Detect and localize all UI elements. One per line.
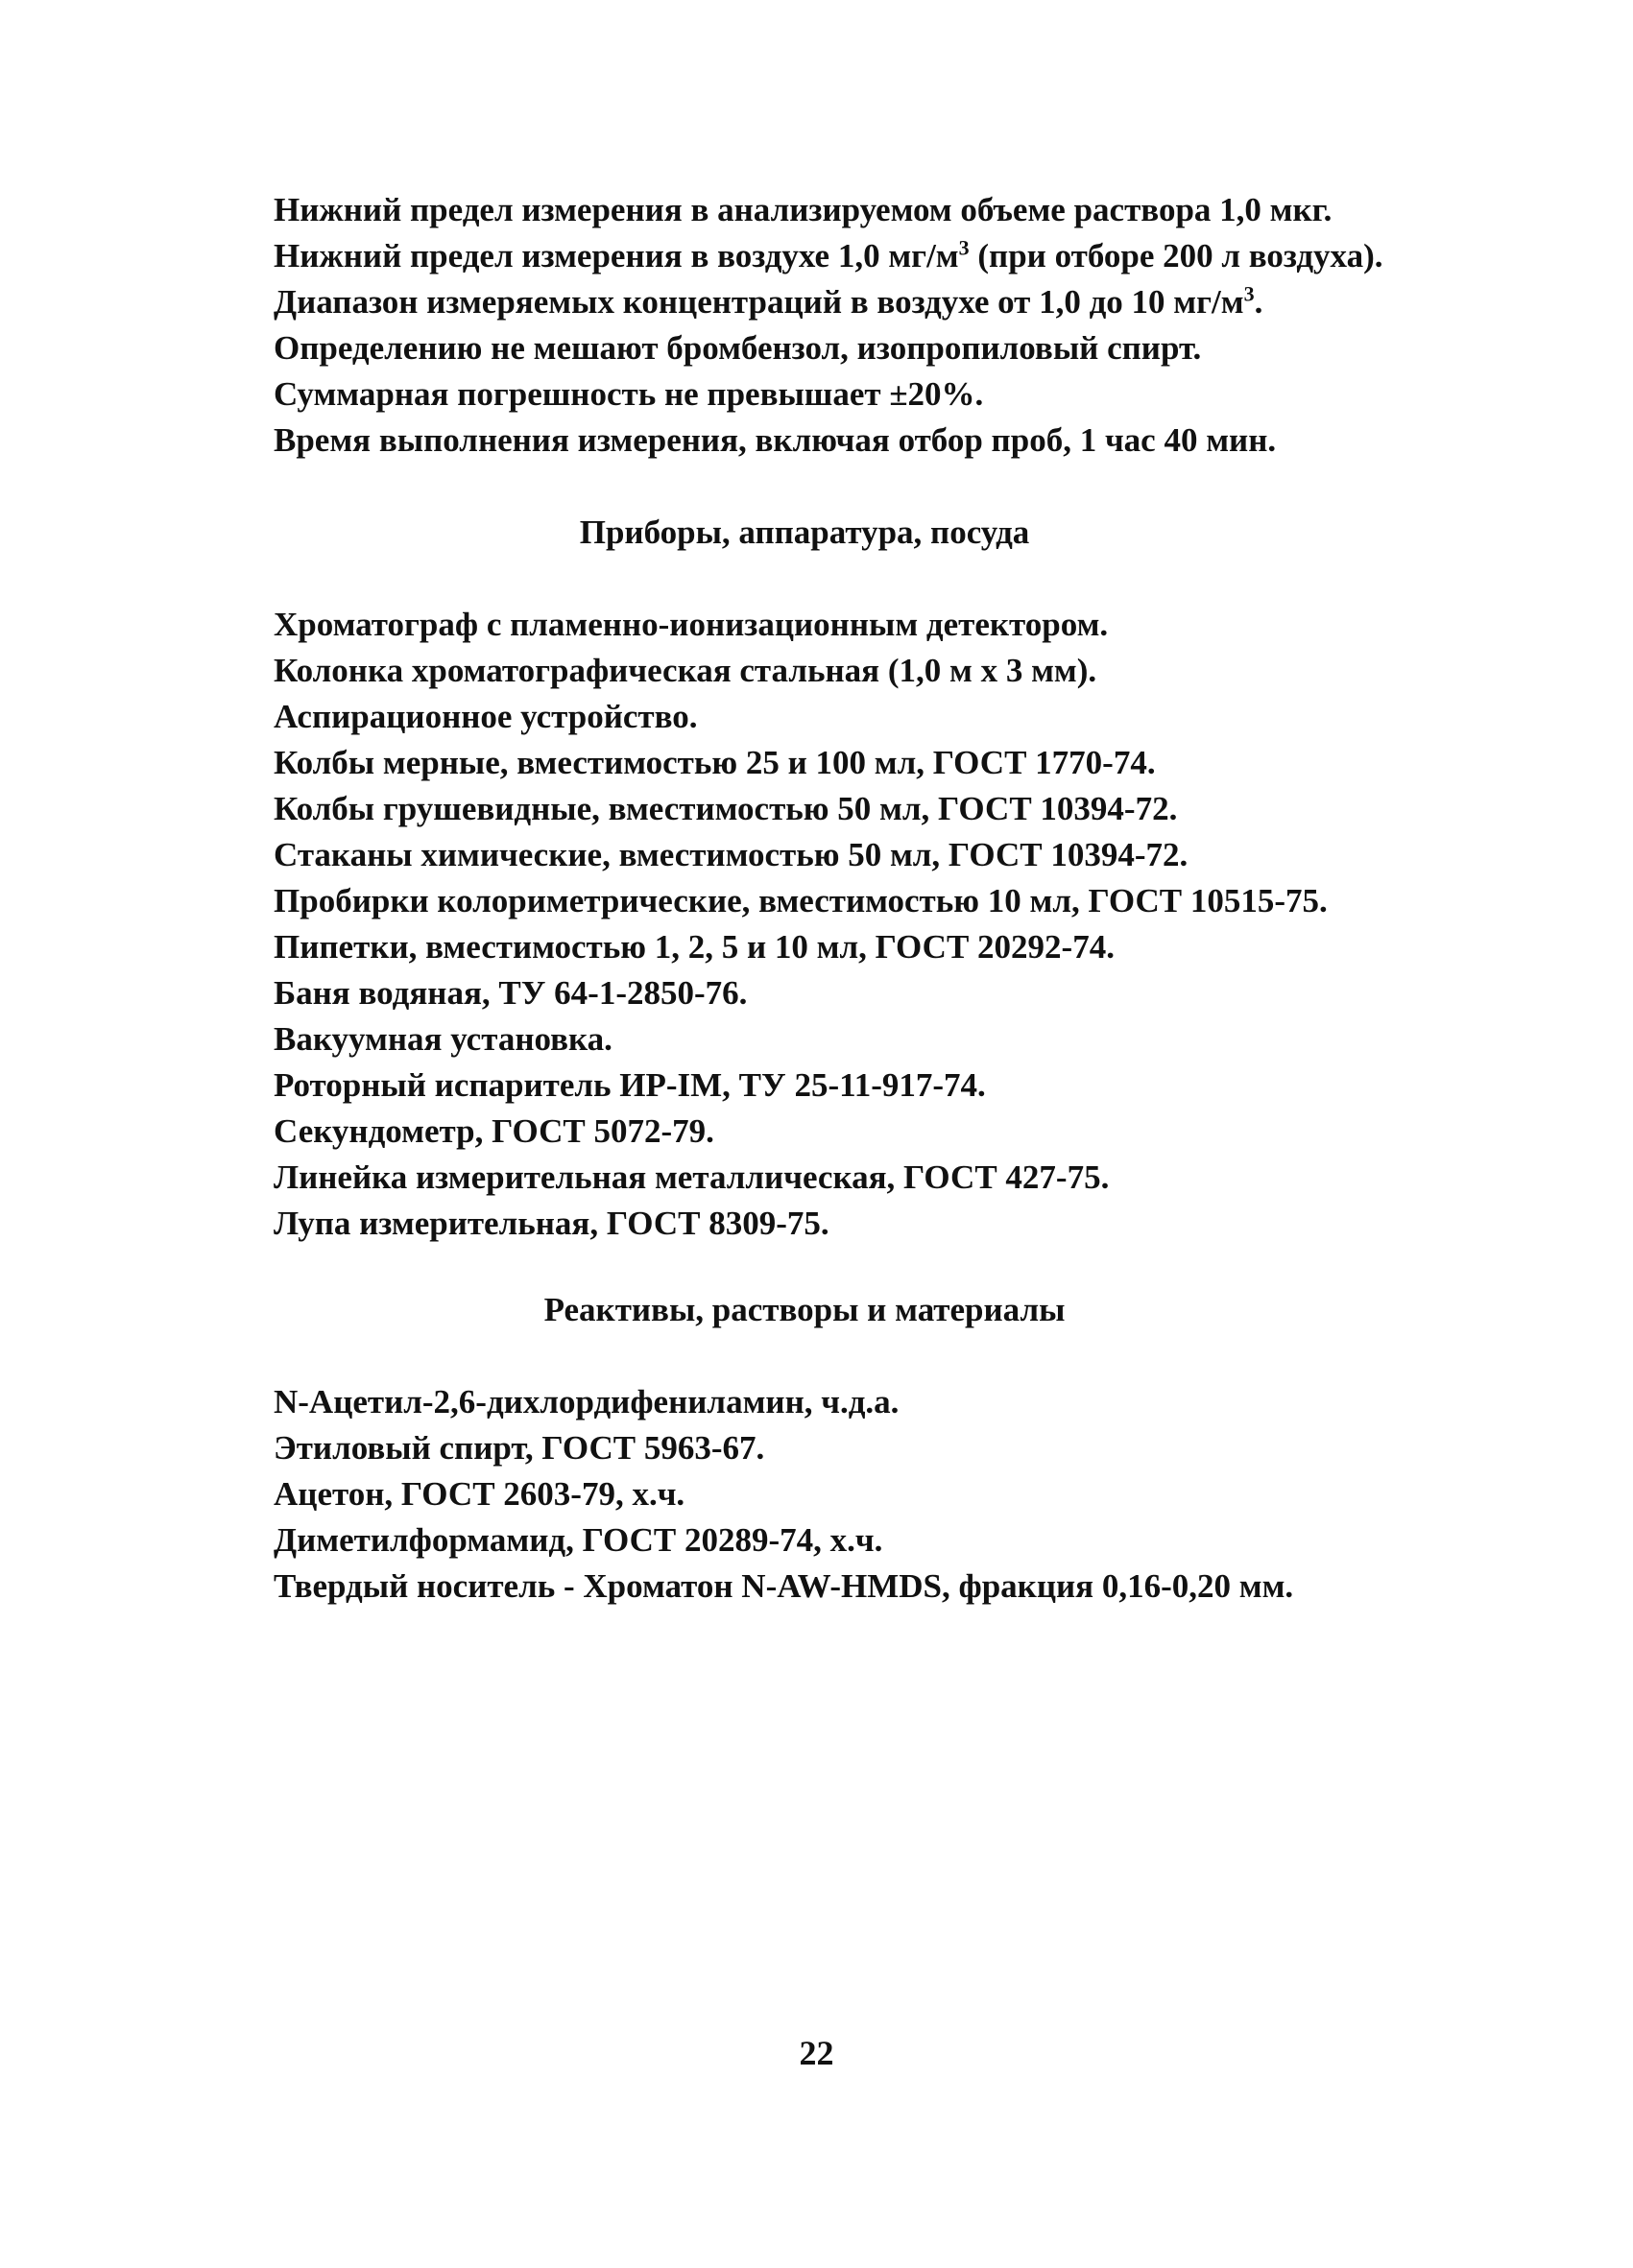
equipment-item: Лупа измерительная, ГОСТ 8309-75. xyxy=(274,1205,829,1242)
reagent-item: Диметилформамид, ГОСТ 20289-74, х.ч. xyxy=(274,1521,883,1559)
intro-p3-superscript: 3 xyxy=(1243,281,1255,306)
equipment-item: Линейка измерительная металлическая, ГОСТ 427-75. xyxy=(274,1158,1110,1196)
intro-p3-tail: . xyxy=(1254,283,1263,321)
document-page xyxy=(161,187,1448,1610)
equipment-item: Хроматограф с пламенно-ионизационным детектором. xyxy=(274,606,1109,643)
equipment-item: Колбы мерные, вместимостью 25 и 100 мл, ГОСТ 1770-74. xyxy=(274,744,1156,781)
intro-p2-tail: (при отборе 200 л воздуха). xyxy=(969,237,1383,275)
section-heading-equipment: Приборы, аппаратура, посуда xyxy=(579,513,1030,551)
section-heading-reagents: Реактивы, растворы и материалы xyxy=(543,1291,1066,1328)
intro-paragraph-error: Суммарная погрешность не превышает ±20%. xyxy=(274,375,984,413)
equipment-item: Аспирационное устройство. xyxy=(274,698,698,735)
equipment-item: Стаканы химические, вместимостью 50 мл, ГОСТ 10394-72. xyxy=(274,836,1189,873)
intro-paragraph-range xyxy=(161,279,1448,325)
reagent-item: Этиловый спирт, ГОСТ 5963-67. xyxy=(274,1429,765,1467)
equipment-item: Пипетки, вместимостью 1, 2, 5 и 10 мл, ГОСТ 20292-74. xyxy=(274,928,1115,966)
intro-p2-text: Нижний предел измерения в воздухе 1,0 мг/м xyxy=(274,237,959,275)
equipment-item: Колбы грушевидные, вместимостью 50 мл, ГОСТ 10394-72. xyxy=(274,790,1178,827)
equipment-item: Колонка хроматографическая стальная (1,0 м х 3 мм). xyxy=(274,652,1097,689)
equipment-item: Секундометр, ГОСТ 5072-79. xyxy=(274,1112,714,1150)
intro-paragraph-lower-limit-solution: Нижний предел измерения в анализируемом объеме раствора 1,0 мкг. xyxy=(274,191,1333,228)
equipment-item: Роторный испаритель ИР-IM, ТУ 25-11-917-74. xyxy=(274,1066,986,1104)
reagent-item: Ацетон, ГОСТ 2603-79, х.ч. xyxy=(274,1475,685,1513)
intro-paragraph-interference: Определению не мешают бромбензол, изопропиловый спирт. xyxy=(274,329,1202,367)
intro-paragraph-lower-limit-air xyxy=(161,233,1448,279)
page-number: 22 xyxy=(799,2034,834,2072)
intro-p3-text: Диапазон измеряемых концентраций в воздухе от 1,0 до 10 мг/м xyxy=(274,283,1244,321)
equipment-item: Пробирки колориметрические, вместимостью 10 мл, ГОСТ 10515-75. xyxy=(274,882,1328,919)
equipment-item: Вакуумная установка. xyxy=(274,1020,612,1058)
intro-p2-superscript: 3 xyxy=(958,235,970,260)
equipment-item: Баня водяная, ТУ 64-1-2850-76. xyxy=(274,974,748,1012)
intro-paragraph-duration: Время выполнения измерения, включая отбор проб, 1 час 40 мин. xyxy=(274,421,1277,459)
reagent-item: N-Ацетил-2,6-дихлордифениламин, ч.д.а. xyxy=(274,1383,900,1420)
reagent-item: Твердый носитель - Хроматон N-AW-HMDS, фракция 0,16-0,20 мм. xyxy=(274,1567,1294,1605)
